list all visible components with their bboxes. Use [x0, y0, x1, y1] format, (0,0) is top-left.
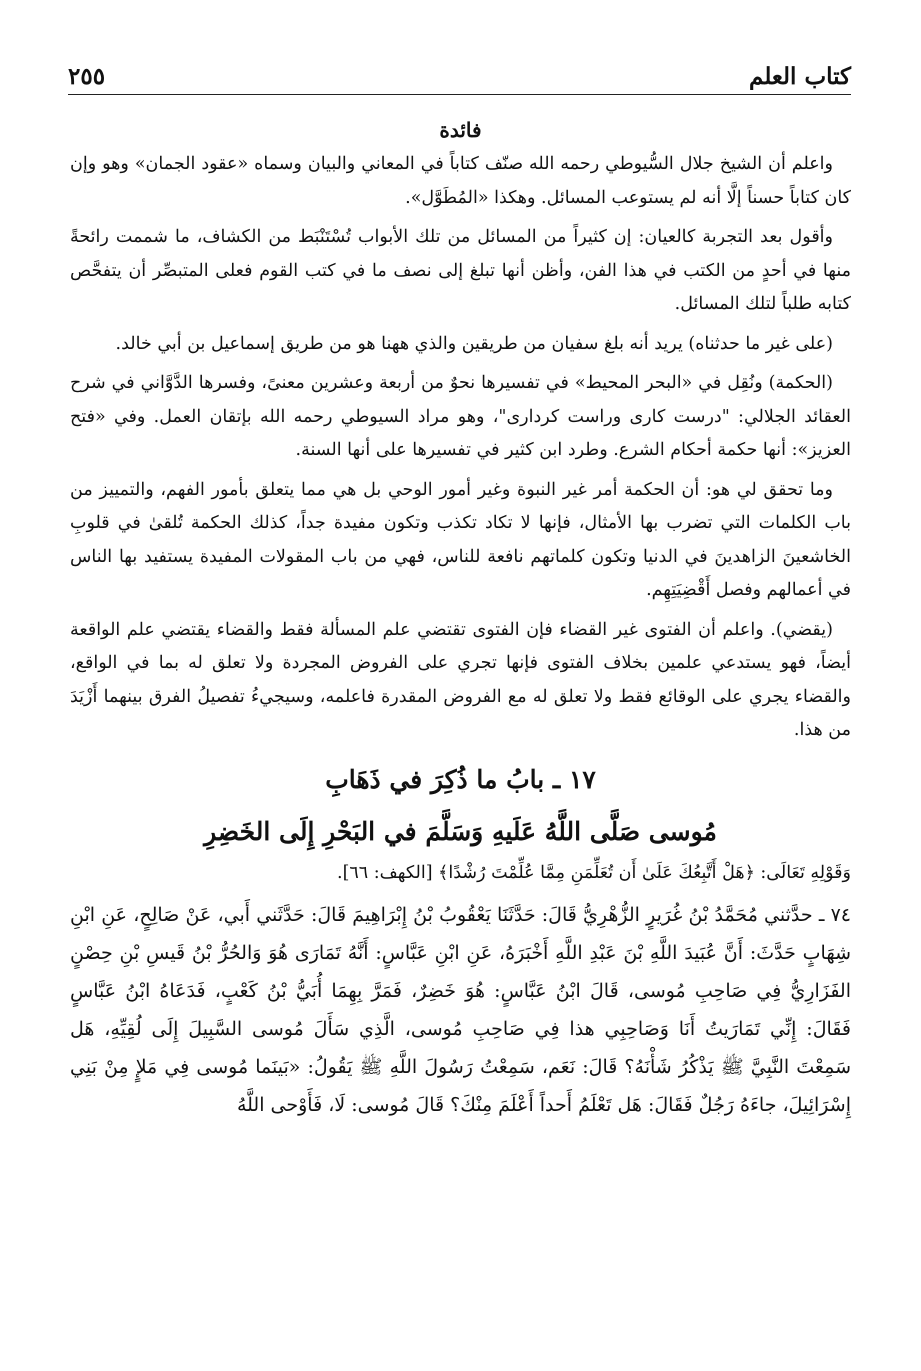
note-paragraph-4: (الحكمة) ونُقِل في «البحر المحيط» في تفسيرها نحوٌ من أربعة وعشرين معنىً، وفسرها الدَّوَّاني في شرح العقائد الجلالي: "درست كارى وراست كردارى"، وهو مراد السيوطي رحمه الله بإتقان العمل. وفي «فتح العزيز»: أنها حكمة أحكام الشرع. وطرد ابن كثير في تفسيرها على أنها السنة.	[70, 373, 851, 460]
note-paragraph-1: واعلم أن الشيخ جلال السُّيوطي رحمه الله صنّف كتاباً في المعاني والبيان وسماه «عقود الجمان» وهو وإن كان كتاباً حسناً إلَّا أنه لم يستوعب المسائل. وهكذا «المُطَوَّل».	[70, 154, 851, 208]
note-title: فائدة	[439, 118, 482, 142]
page-number: ٢٥٥	[68, 63, 106, 90]
hadith-text: ٧٤ ـ حدَّثني مُحَمَّدُ بْنُ غُرَيرٍ الزُّهْرِيُّ قَالَ: حَدَّثَنَا يَعْقُوبُ بْنُ إِبْرَاهِيمَ قَالَ: حَدَّثَني أَبي، عَنْ صَالِحٍ، عَنِ ابْنِ شِهَابٍ حَدَّثَ: أَنَّ عُبَيدَ اللَّهِ بْنَ عَبْدِ اللَّهِ أَخْبَرَهُ، عَنِ ابْنِ عَبَّاسٍ: أَنَّهُ تَمَارَى هُوَ وَالحُرُّ بْنُ قَيسِ بْنِ حِصْنٍ الفَزَارِيُّ فِي صَاحِبِ مُوسى، قَالَ ابْنُ عَبَّاسٍ: هُوَ خَضِرٌ، فَمَرَّ بِهِمَا أُبَيُّ بْنُ كَعْبٍ، فَدَعَاهُ ابْنُ عَبَّاسٍ فَقَالَ: إِنِّي تَمَارَيتُ أَنَا وَصَاحِبِي هذا فِي صَاحِبِ مُوسى، الَّذِي سَأَلَ مُوسى السَّبِيلَ إِلَى لُقِيِّهِ، هَل سَمِعْتَ النَّبِيَّ ﷺ يَذْكُرُ شَأْنَهُ؟ قَالَ: نَعَم، سَمِعْتُ رَسُولَ اللَّهِ ﷺ يَقُولُ: «بَينَما مُوسى فِي مَلإٍ مِنْ بَنِي إِسْرَائِيلَ، جاءَهُ رَجُلٌ فَقَالَ: هَل تَعْلَمُ أَحداً أَعْلَمَ مِنْكَ؟ قَالَ مُوسى: لَا، فَأَوْحى اللَّهُ	[70, 903, 851, 1116]
note-paragraph-3: (على غير ما حدثناه) يريد أنه بلغ سفيان من طريقين والذي ههنا هو من طريق إسماعيل بن أبي خالد.	[115, 333, 833, 354]
note-paragraph-6: (يقضي). واعلم أن الفتوى غير القضاء فإن الفتوى تقتضي علم المسألة فقط والقضاء يقتضي علم الواقعة أيضاً، فهو يستدعي علمين بخلاف الفتوى فإنها تجري على الفروض المجردة ولا تعلق له بما في الواقع، والقضاء يجري على الوقائع فقط ولا تعلق له مع الفروض المقدرة فاعلمه، وسيجيءُ تفصيلُ الفرق بينهما أَزْيَدَ من هذا.	[70, 619, 851, 740]
note-paragraph-2: وأقول بعد التجربة كالعيان: إن كثيراً من المسائل من تلك الأبواب تُسْتَنْبَط من الكشاف، ما شممت رائحةً منها في أحدٍ من الكتب في هذا الفن، وأظن أنها تبلغ إلى نصف ما في كتب القوم فعلى المتبصِّر أن يتفحَّص كتابه طلباً لتلك المسائل.	[70, 227, 851, 314]
page-content	[70, 110, 851, 1124]
chapter-heading-line-2: مُوسى صَلَّى اللَّهُ عَلَيهِ وَسَلَّمَ في البَحْرِ إِلَى الخَضِرِ	[204, 816, 717, 846]
running-title: كتاب العلم	[749, 63, 851, 90]
quran-verse: وَقَوْلِهِ تَعَالَى: ﴿هَلْ أَتَّبِعُكَ عَلَىٰ أَن تُعَلِّمَنِ مِمَّا عُلِّمْتَ رُشْدًا﴾ [الكهف: ٦٦].	[337, 862, 851, 883]
chapter-heading-line-1: ١٧ ـ بابُ ما ذُكِرَ في ذَهَابِ	[325, 764, 596, 794]
page-header	[68, 54, 851, 95]
note-paragraph-5: وما تحقق لي هو: أن الحكمة أمر غير النبوة وغير أمور الوحي بل هي مما يتعلق بأمور الفهم، والتمييز من باب الكلمات التي تضرب بها الأمثال، فإنها لا تكاد تكذب وتكون مفيدة جداً، كذلك الحكمة تُلقىٰ في قلوبِ الخاشعينَ الزاهدينَ في الدنيا وتكون كلماتهم نافعة للناس، فهي من باب المقولات المفيدة يستفيد بها الناس في أعمالهم وفصل أَقْضِيَتِهِم.	[70, 479, 851, 600]
